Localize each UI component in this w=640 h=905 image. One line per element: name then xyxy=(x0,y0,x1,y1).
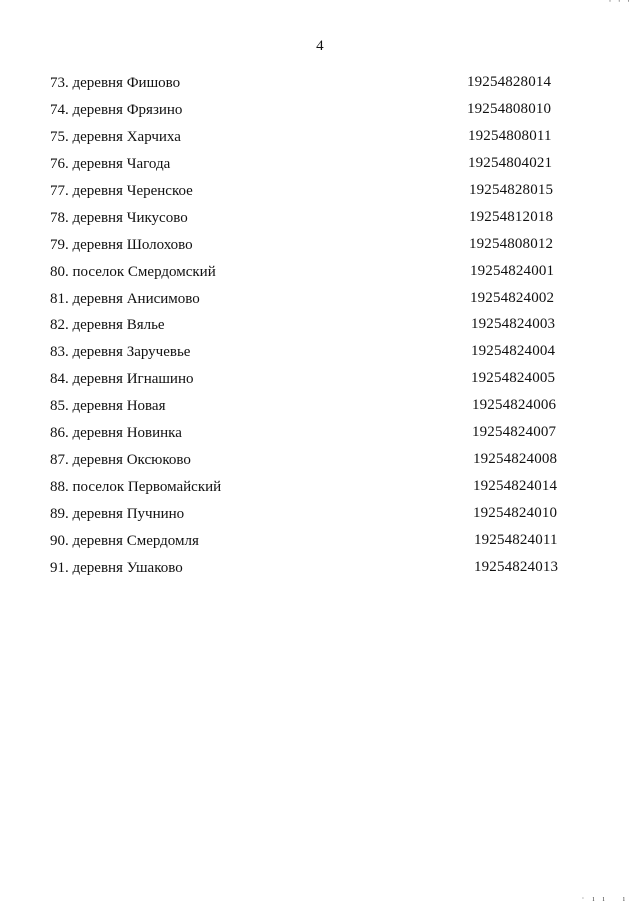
list-item xyxy=(0,73,640,100)
list-item xyxy=(0,342,640,369)
settlement-code: 19254824007 xyxy=(472,424,557,441)
settlement-code: 19254824014 xyxy=(473,478,558,495)
settlement-name: 83. деревня Заручевье xyxy=(50,344,191,361)
list-item xyxy=(0,450,640,477)
settlement-name: 86. деревня Новинка xyxy=(50,425,182,442)
settlement-code: 19254828014 xyxy=(467,74,552,90)
list-item xyxy=(0,127,640,154)
settlement-code: 19254804021 xyxy=(468,154,553,171)
settlement-code: 19254824004 xyxy=(471,343,556,360)
scan-edge-mark-top: · · · xyxy=(608,0,632,6)
settlement-code: 19254824006 xyxy=(472,397,557,414)
settlement-code: 19254812018 xyxy=(469,208,554,225)
list-item xyxy=(0,289,640,316)
list-item xyxy=(0,423,640,450)
list-item xyxy=(0,315,640,342)
settlement-name: 81. деревня Анисимово xyxy=(50,290,200,307)
list-item xyxy=(0,181,640,208)
settlement-name: 77. деревня Черенское xyxy=(50,182,193,199)
settlement-code: 19254824003 xyxy=(471,316,556,333)
list-item xyxy=(0,396,640,423)
settlement-name: 87. деревня Оксюково xyxy=(50,452,191,469)
settlement-code: 19254808011 xyxy=(468,127,552,144)
list-item xyxy=(0,235,640,262)
list-item xyxy=(0,531,640,558)
list-item xyxy=(0,558,640,585)
list-item xyxy=(0,369,640,396)
list-item xyxy=(0,504,640,531)
settlement-code: 19254824005 xyxy=(471,370,556,387)
settlement-name: 84. деревня Игнашино xyxy=(50,371,194,388)
scan-edge-mark-bottom: · ı ı ı xyxy=(581,894,628,903)
settlement-code: 19254824011 xyxy=(474,531,558,548)
list-item xyxy=(0,100,640,127)
settlement-code: 19254824013 xyxy=(474,558,559,575)
settlement-name: 76. деревня Чагода xyxy=(50,155,171,172)
settlement-name: 91. деревня Ушаково xyxy=(50,559,183,576)
settlement-name: 74. деревня Фрязино xyxy=(50,101,183,118)
settlement-name: 85. деревня Новая xyxy=(50,398,166,415)
settlement-code: 19254808010 xyxy=(467,100,552,117)
settlement-name: 90. деревня Смердомля xyxy=(50,532,199,549)
list-item xyxy=(0,262,640,289)
settlement-code: 19254824002 xyxy=(470,289,555,306)
settlement-name: 79. деревня Шолохово xyxy=(50,236,193,253)
settlement-name: 73. деревня Фишово xyxy=(50,75,181,91)
settlement-list xyxy=(0,73,640,585)
settlement-name: 89. деревня Пучнино xyxy=(50,506,185,522)
settlement-name: 88. поселок Первомайский xyxy=(50,479,222,496)
list-item xyxy=(0,154,640,181)
settlement-code: 19254828015 xyxy=(469,181,554,198)
settlement-code: 19254824008 xyxy=(473,451,558,468)
settlement-name: 80. поселок Смердомский xyxy=(50,263,216,280)
page-number: 4 xyxy=(316,38,324,54)
settlement-name: 75. деревня Харчиха xyxy=(50,128,181,145)
settlement-name: 78. деревня Чикусово xyxy=(50,209,188,226)
settlement-code: 19254824010 xyxy=(473,505,558,521)
list-item xyxy=(0,477,640,504)
list-item xyxy=(0,208,640,235)
settlement-name: 82. деревня Вялье xyxy=(50,317,165,334)
settlement-code: 19254824001 xyxy=(470,262,555,279)
settlement-code: 19254808012 xyxy=(469,235,554,252)
